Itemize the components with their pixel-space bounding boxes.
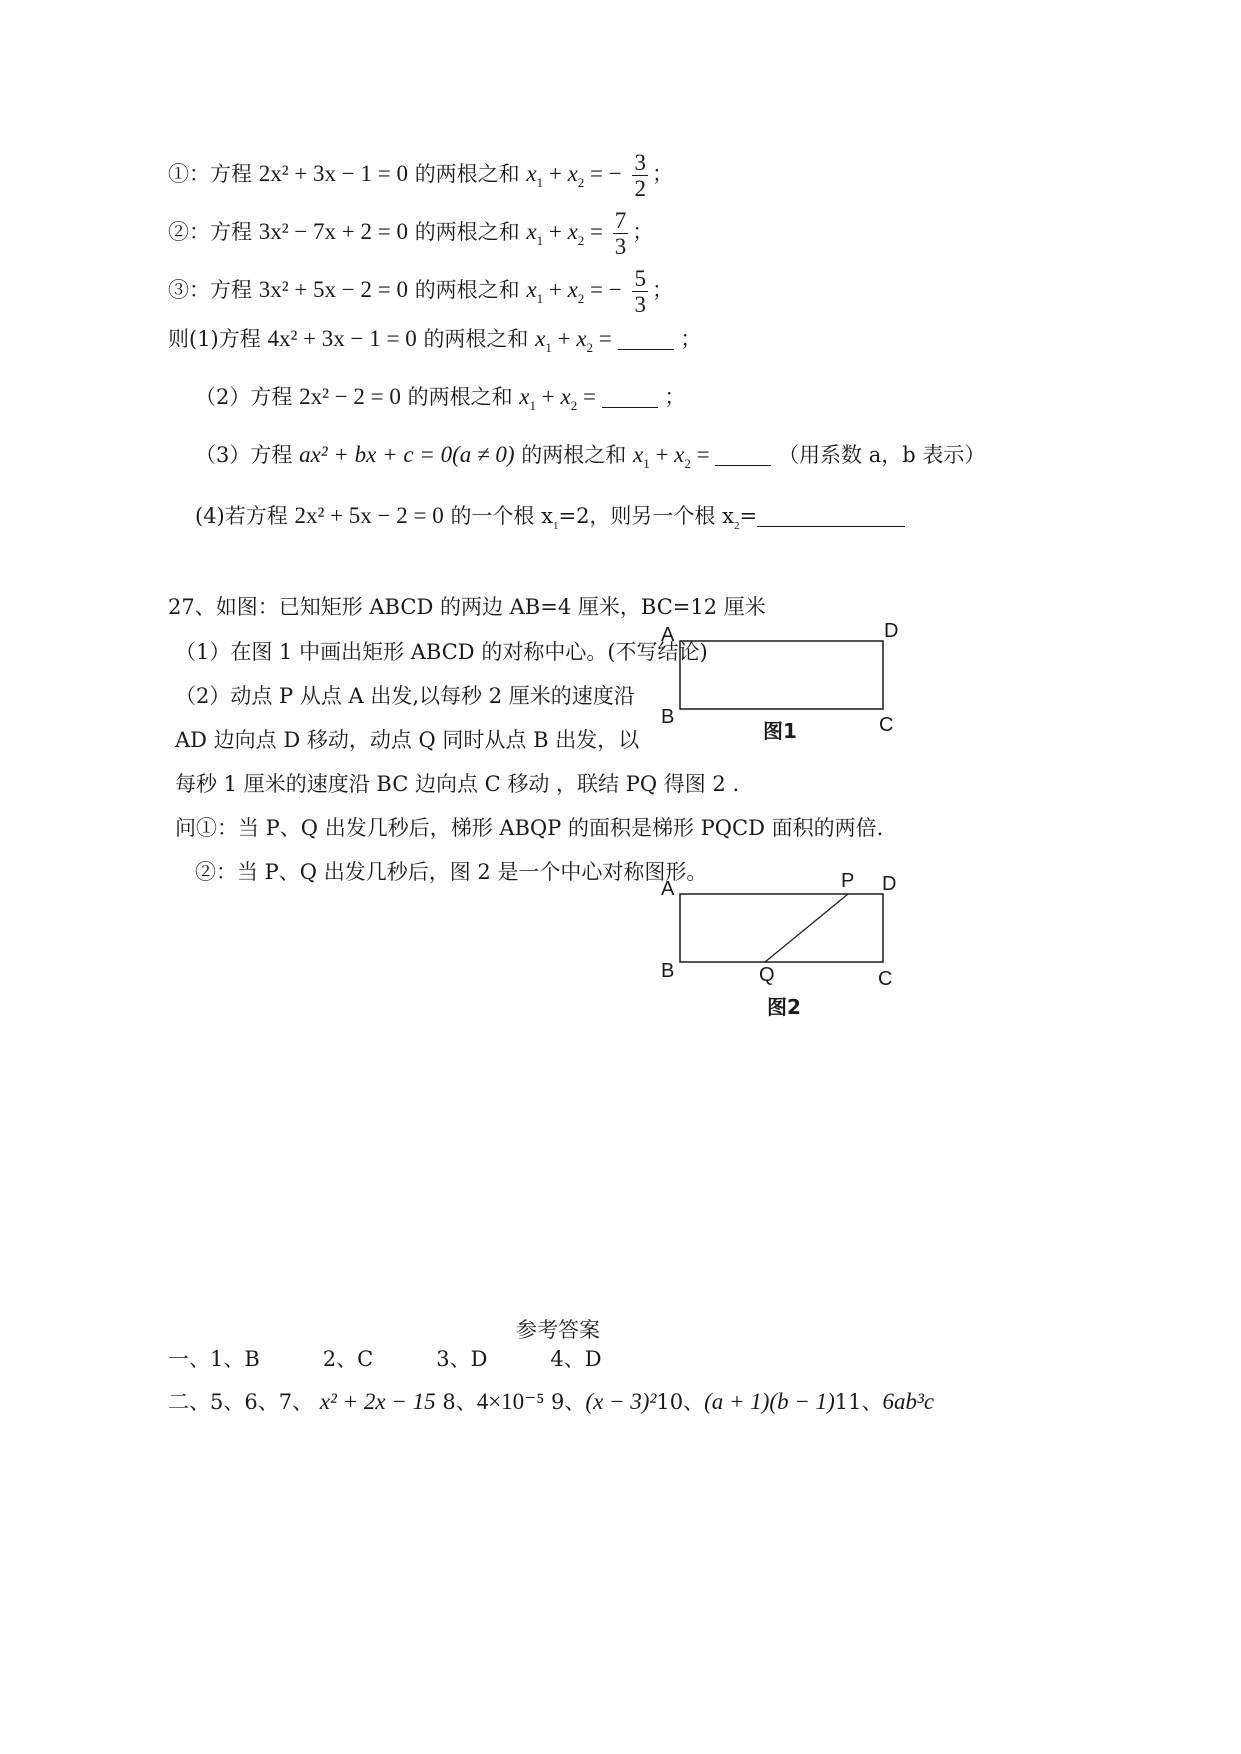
fig1-caption: 图1 bbox=[763, 719, 797, 743]
answer-11: 6ab³c bbox=[882, 1389, 935, 1414]
answer-10-label: 10、 bbox=[656, 1390, 705, 1414]
fig1-label-b: B bbox=[661, 706, 675, 728]
question-1-prefix: 则(1)方程 bbox=[168, 327, 261, 351]
answer-8: 4×10⁻⁵ bbox=[476, 1389, 545, 1414]
answer-blank-3[interactable] bbox=[715, 443, 771, 466]
problem-27-line-5: 问①：当 P、Q 出发几秒后，梯形 ABQP 的面积是梯形 PQCD 面积的两倍. bbox=[175, 816, 884, 840]
figure-2 bbox=[655, 868, 915, 1028]
question-2-equation: 2x² − 2 = 0 bbox=[299, 384, 401, 409]
question-3-suffix: （用系数 a，b 表示） bbox=[778, 443, 986, 467]
answer-11-label: 11、 bbox=[834, 1390, 883, 1414]
question-4-prefix: (4)若方程 bbox=[195, 504, 288, 528]
question-1-roots-sum: 的两根之和 bbox=[423, 327, 529, 351]
answer-7: x² + 2x − 15 bbox=[319, 1389, 436, 1414]
item-2-roots-sum: 的两根之和 bbox=[414, 220, 520, 244]
fig2-label-a: A bbox=[661, 878, 675, 900]
question-1: 则(1)方程 4x² + 3x − 1 = 0 的两根之和 $x_1 + x_2$ = ； bbox=[168, 326, 702, 355]
problem-27-line-3: AD 边向点 D 移动，动点 Q 同时从点 B 出发，以 bbox=[175, 728, 640, 752]
answers-row-2 bbox=[168, 1387, 934, 1417]
question-3-roots-sum: 的两根之和 bbox=[521, 443, 627, 467]
item-1-prefix: ①：方程 bbox=[168, 162, 252, 186]
item-1: ①：方程 2x² + 3x − 1 = 0 的两根之和 $x_1 + x_2$ = − $\frac{3}{2}$ ； bbox=[168, 150, 673, 201]
answer-blank-2[interactable] bbox=[602, 385, 658, 408]
problem-27-line-2: （2）动点 P 从点 A 出发,以每秒 2 厘米的速度沿 bbox=[175, 684, 635, 708]
fig1-label-a: A bbox=[661, 624, 675, 646]
item-2-equation: 3x² − 7x + 2 = 0 bbox=[258, 219, 408, 244]
answers-row-2-prefix: 二、5、6、7、 bbox=[168, 1390, 314, 1414]
item-1-equation: 2x² + 3x − 1 = 0 bbox=[258, 161, 408, 186]
item-1-fraction: $\frac{3}{2}$ bbox=[634, 150, 646, 201]
question-1-equation: 4x² + 3x − 1 = 0 bbox=[267, 326, 417, 351]
answer-blank-4[interactable] bbox=[757, 504, 905, 527]
answer-10: (a + 1)(b − 1) bbox=[704, 1389, 835, 1414]
problem-27-line-1: （1）在图 1 中画出矩形 ABCD 的对称中心。(不写结论) bbox=[175, 640, 708, 664]
fig1-label-d: D bbox=[884, 620, 899, 642]
problem-27-line-6: ②：当 P、Q 出发几秒后，图 2 是一个中心对称图形。 bbox=[195, 860, 708, 884]
fig2-label-d: D bbox=[882, 873, 897, 895]
answer-9-label: 9、 bbox=[551, 1390, 586, 1414]
question-4-end: = bbox=[739, 504, 758, 528]
problem-27-line-4: 每秒 1 厘米的速度沿 BC 边向点 C 移动 ，联结 PQ 得图 2 . bbox=[175, 772, 740, 796]
question-4-equation: 2x² + 5x − 2 = 0 bbox=[294, 503, 444, 528]
question-4-mid: 的一个根 x bbox=[450, 504, 553, 528]
answer-9: (x − 3)² bbox=[585, 1389, 657, 1414]
fig2-caption: 图2 bbox=[767, 995, 801, 1019]
fig2-label-q: Q bbox=[759, 964, 775, 986]
item-3: ③：方程 3x² + 5x − 2 = 0 的两根之和 $x_1 + x_2$ = − $\frac{5}{3}$ ； bbox=[168, 266, 673, 317]
answer-blank-1[interactable] bbox=[618, 327, 674, 350]
answers-row-1: 一、1、B 2、C 3、D 4、D bbox=[168, 1347, 602, 1371]
question-3: （3）方程 ax² + bx + c = 0(a ≠ 0) 的两根之和 $x_1 + x_2$ = （用系数 a，b 表示） bbox=[195, 442, 986, 471]
question-2-prefix: （2）方程 bbox=[195, 385, 293, 409]
fig2-label-p: P bbox=[841, 870, 855, 892]
question-2-roots-sum: 的两根之和 bbox=[407, 385, 513, 409]
fig2-label-b: B bbox=[661, 960, 675, 982]
question-4-mid2: =2，则另一个根 x bbox=[558, 504, 734, 528]
answers-title: 参考答案 bbox=[516, 1318, 600, 1342]
item-3-prefix: ③：方程 bbox=[168, 278, 252, 302]
question-2: （2）方程 2x² − 2 = 0 的两根之和 $x_1 + x_2$ = ； bbox=[195, 384, 686, 413]
answer-8-label: 8、 bbox=[442, 1390, 477, 1414]
item-3-roots-sum: 的两根之和 bbox=[414, 278, 520, 302]
item-1-roots-sum: 的两根之和 bbox=[414, 162, 520, 186]
segment-pq bbox=[765, 894, 848, 962]
fig2-label-c: C bbox=[878, 968, 893, 990]
question-3-prefix: （3）方程 bbox=[195, 443, 293, 467]
question-4: (4)若方程 2x² + 5x − 2 = 0 的一个根 $x_1=2$，则另一个根 $x_2=$ bbox=[195, 501, 905, 541]
item-2: ②：方程 3x² − 7x + 2 = 0 的两根之和 $x_1 + x_2$ = $\frac{7}{3}$ ； bbox=[168, 208, 654, 259]
item-3-equation: 3x² + 5x − 2 = 0 bbox=[258, 277, 408, 302]
figure-1 bbox=[655, 618, 915, 753]
question-3-equation: ax² + bx + c = 0(a ≠ 0) bbox=[299, 442, 515, 467]
item-3-fraction: $\frac{5}{3}$ bbox=[634, 266, 646, 317]
fig1-label-c: C bbox=[879, 714, 894, 736]
item-2-prefix: ②：方程 bbox=[168, 220, 252, 244]
item-2-fraction: $\frac{7}{3}$ bbox=[614, 208, 627, 259]
problem-27-title: 27、如图：已知矩形 ABCD 的两边 AB=4 厘米，BC=12 厘米 bbox=[168, 595, 766, 619]
